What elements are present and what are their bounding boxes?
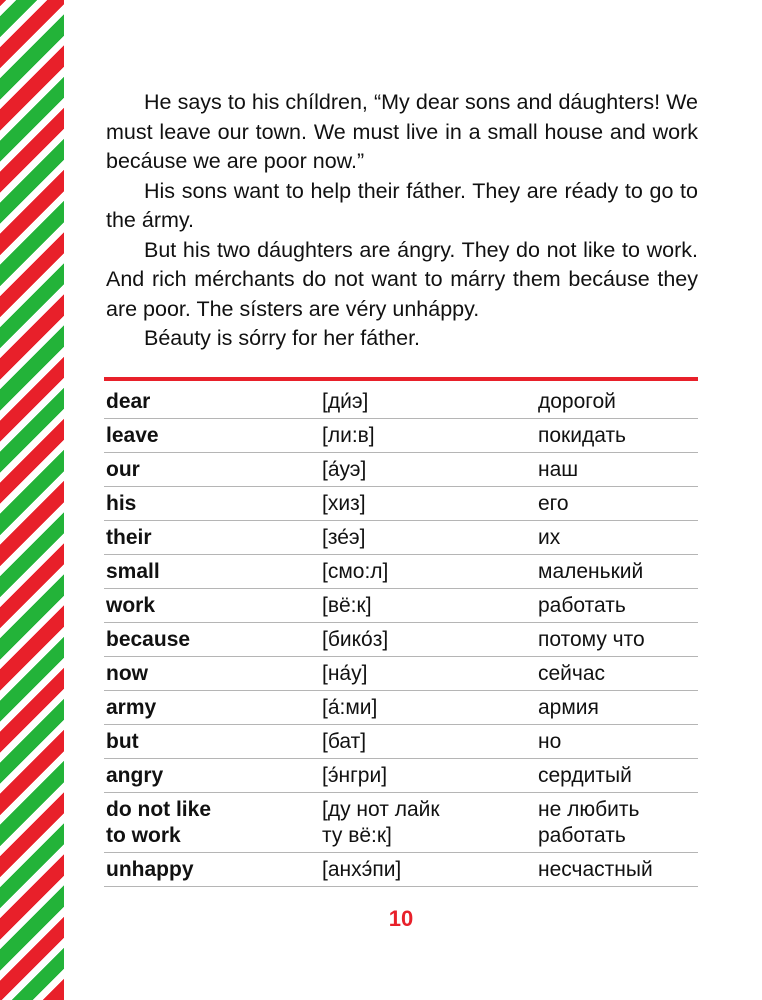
vocab-word: their [106,526,152,549]
vocab-word: his [106,492,137,515]
decorative-stripes [0,0,64,1000]
page-number: 10 [388,906,414,931]
vocab-row [104,657,698,691]
vocab-translation: сейчас [538,662,606,685]
vocab-word: army [106,696,157,719]
paragraph-3: But his two dáughters are ángry. They do not like to work. And rich mérchants do not want to márry them becáuse they are poor. The sísters are véry unháppy. [106,237,698,321]
vocab-word: because [106,628,191,651]
vocab-transcription: [а́:ми] [322,696,378,719]
vocab-word: small [106,560,160,583]
paragraph-1: He says to his chíldren, “My dear sons and dáughters! We must leave our town. We must live in a small house and work becáuse we are poor now.” [106,90,698,173]
vocab-row [104,691,698,725]
vocab-transcription: [зе́э] [322,526,366,549]
vocab-translation: армия [538,696,599,719]
vocab-row [104,759,698,793]
vocab-translation: не любить работать [538,798,640,847]
vocab-transcription: [анхэ́пи] [322,858,402,881]
vocab-translation: сердитый [538,764,632,787]
vocab-word: our [106,458,140,481]
story-text [106,88,698,354]
paragraph-4: Béauty is sórry for her fáther. [144,326,421,350]
vocab-word: unhappy [106,858,194,881]
vocab-transcription: [бико́з] [322,628,389,651]
vocab-transcription: [ду нот лайк ту вё:к] [322,798,440,847]
vocab-word: but [106,730,139,753]
vocab-transcription: [на́у] [322,662,368,685]
vocab-row [104,487,698,521]
vocab-row [104,453,698,487]
vocab-translation: их [538,526,561,549]
vocab-word: work [106,594,156,617]
vocab-word: now [106,662,148,685]
vocab-word: leave [106,424,159,447]
vocab-translation: но [538,730,562,753]
vocab-translation: работать [538,594,626,617]
vocab-transcription: [э́нгри] [322,764,388,787]
vocab-word: dear [106,390,151,413]
vocab-translation: потому что [538,628,645,651]
vocab-row [104,521,698,555]
vocab-row [104,623,698,657]
vocab-row [104,419,698,453]
vocab-transcription: [вё:к] [322,594,372,617]
vocabulary-table [104,385,698,887]
vocab-word: angry [106,764,164,787]
vocab-transcription: [бат] [322,730,367,753]
vocab-transcription: [ли:в] [322,424,375,447]
red-divider [104,377,698,381]
vocab-translation: маленький [538,560,644,583]
vocab-transcription: [а́уэ] [322,458,367,481]
vocab-row [104,853,698,887]
vocab-translation: дорогой [538,390,616,413]
vocab-transcription: [смо:л] [322,560,389,583]
vocab-translation: несчастный [538,858,653,881]
vocab-transcription: [ди́э] [322,390,369,413]
vocab-row [104,793,698,853]
vocab-row [104,589,698,623]
vocab-row [104,555,698,589]
vocab-row [104,385,698,419]
vocab-row [104,725,698,759]
vocab-translation: его [538,492,569,515]
vocab-word: do not like to work [106,798,211,847]
vocab-translation: наш [538,458,579,481]
paragraph-2: His sons want to help their fáther. They are réady to go to the ármy. [106,178,698,232]
vocab-translation: покидать [538,424,626,447]
vocab-transcription: [хиз] [322,492,366,515]
